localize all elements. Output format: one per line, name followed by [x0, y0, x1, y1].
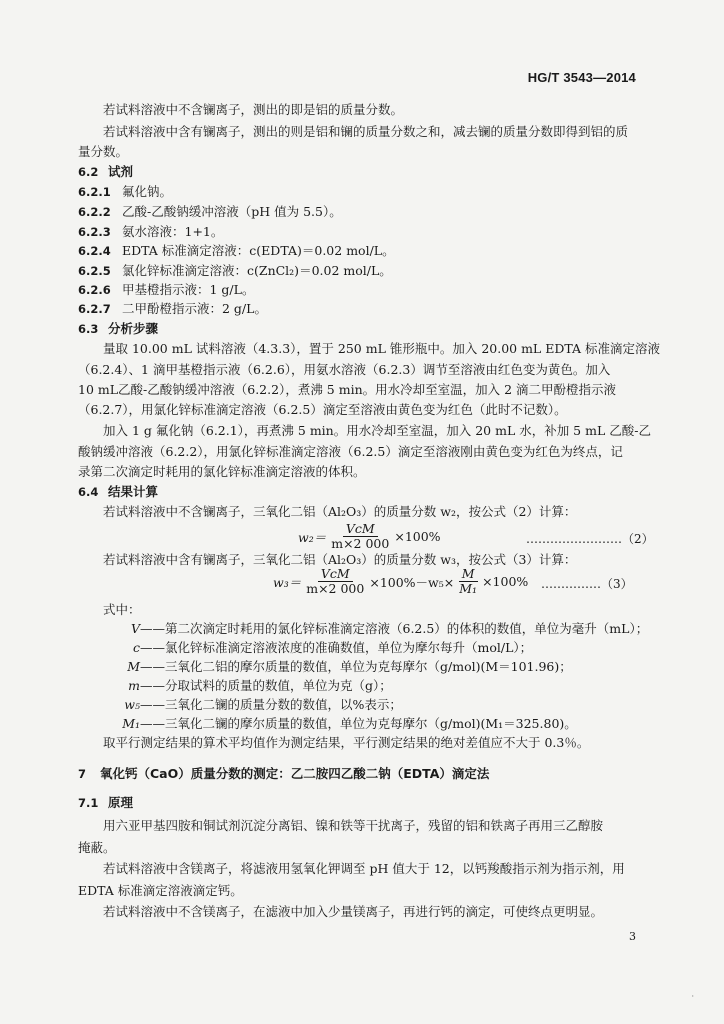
page-number: 3	[629, 930, 636, 943]
paragraph-line: 若试料溶液中不含镁离子，在滤液中加入少量镁离子，再进行钙的滴定，可使终点更明显。	[103, 904, 604, 919]
scan-speck: ·	[691, 992, 694, 1001]
paragraph-line: 用六亚甲基四胺和铜试剂沉淀分离铝、镍和铁等干扰离子，残留的铝和铁离子再用三乙醇胺	[103, 818, 604, 833]
paragraph-line: 掩蔽。	[78, 840, 116, 855]
list-item: 6.2.3 氨水溶液：1+1。	[78, 224, 224, 239]
paragraph-line: 酸钠缓冲溶液（6.2.2），用氯化锌标准滴定溶液（6.2.5）滴定至溶液刚由黄色变为红色为终点，记	[78, 444, 623, 459]
list-item: 6.2.1 氟化钠。	[78, 184, 173, 199]
fraction: $\frac{\text{VcM}}{m\times 2 000}$	[306, 566, 365, 596]
paragraph-line: 若试料溶液中含有镧离子，测出的则是铝和镧的质量分数之和，减去镧的质量分数即得到铝的质	[103, 124, 629, 139]
paragraph-line: 加入 1 g 氟化钠（6.2.1），再煮沸 5 min。用水冷却至室温，加入 20 mL 水，补加 5 mL 乙酸-乙	[103, 423, 651, 438]
paragraph-line: 量取 10.00 mL 试料溶液（4.3.3），置于 250 mL 锥形瓶中。加入 20.00 mL EDTA 标准滴定溶液	[103, 341, 661, 356]
fraction: $\frac{\text{VcM}}{m\times 2 000}$	[331, 521, 390, 551]
formula-3: w₃＝ $\frac{\text{VcM}}{m\times 2 000}$ ×100%－w₅× $\frac{M}{\text{M₁}}$ ×100%	[273, 566, 529, 596]
paragraph-line: 10 mL乙酸-乙酸钠缓冲溶液（6.2.2），煮沸 5 min。用水冷却至室温，加入 2 滴二甲酚橙指示液	[78, 382, 617, 397]
equation-number-3: ……………（3）	[541, 577, 633, 591]
section-heading-7-1: 7.1 原理	[78, 795, 134, 810]
variable-definition: V——第二次滴定时耗用的氯化锌标准滴定溶液（6.2.5）的体积的数值，单位为毫升（mL）；	[130, 621, 649, 636]
where-label: 式中：	[103, 602, 141, 617]
equation-number-2: ……………………（2）	[526, 532, 654, 546]
paragraph-line: 若试料溶液中含有镧离子，三氧化二铝（Al₂O₃）的质量分数 w₃，按公式（3）计算：	[103, 552, 577, 567]
paragraph-line: （6.2.4）、1 滴甲基橙指示液（6.2.6），用氨水溶液（6.2.3）调节至溶液由红色变为黄色。加入	[78, 362, 611, 377]
formula-2: w₂＝ $\frac{\text{VcM}}{m\times 2 000}$ ×100%	[298, 521, 441, 551]
list-item: 6.2.4 EDTA 标准滴定溶液：c(EDTA)＝0.02 mol/L。	[78, 243, 395, 258]
variable-definition: m——分取试料的质量的数值，单位为克（g）；	[128, 678, 392, 693]
variable-definition: M——三氧化二铝的摩尔质量的数值，单位为克每摩尔（g/mol)(M＝101.96)；	[127, 659, 572, 674]
variable-definition: c——氯化锌标准滴定溶液浓度的准确数值，单位为摩尔每升（mol/L）；	[132, 640, 533, 655]
paragraph-line: EDTA 标准滴定溶液滴定钙。	[78, 883, 243, 898]
fraction: $\frac{M}{\text{M₁}}$	[459, 566, 478, 596]
variable-definition: M₁——三氧化二镧的摩尔质量的数值，单位为克每摩尔（g/mol)(M₁＝325.80)。	[122, 716, 577, 731]
section-heading-6-4: 6.4 结果计算	[78, 484, 159, 499]
paragraph-line: （6.2.7），用氯化锌标准滴定溶液（6.2.5）滴定至溶液由黄色变为红色（此时不记数）。	[78, 402, 567, 417]
section-heading-7: 7 氧化钙（CaO）质量分数的测定：乙二胺四乙酸二钠（EDTA）滴定法	[78, 766, 490, 781]
paragraph-line: 若试料溶液中不含镧离子，测出的即是铝的质量分数。	[103, 102, 404, 117]
paragraph-line: 取平行测定结果的算术平均值作为测定结果，平行测定结果的绝对差值应不大于 0.3％。	[103, 735, 590, 750]
section-heading-6-2: 6.2 试剂	[78, 164, 134, 179]
list-item: 6.2.5 氯化锌标准滴定溶液：c(ZnCl₂)＝0.02 mol/L。	[78, 263, 392, 278]
paragraph-line: 录第二次滴定时耗用的氯化锌标准滴定溶液的体积。	[78, 464, 366, 479]
paragraph-line: 若试料溶液中含镁离子，将滤液用氢氧化钾调至 pH 值大于 12，以钙羧酸指示剂为指示剂，用	[103, 861, 625, 876]
standard-code: HG/T 3543—2014	[527, 70, 636, 85]
list-item: 6.2.6 甲基橙指示液：1 g/L。	[78, 282, 255, 297]
variable-definition: w₅——三氧化二镧的质量分数的数值，以%表示；	[124, 697, 402, 712]
list-item: 6.2.7 二甲酚橙指示液：2 g/L。	[78, 301, 267, 316]
paragraph-line: 量分数。	[78, 144, 129, 159]
list-item: 6.2.2 乙酸-乙酸钠缓冲溶液（pH 值为 5.5）。	[78, 204, 342, 219]
paragraph-line: 若试料溶液中不含镧离子，三氧化二铝（Al₂O₃）的质量分数 w₂，按公式（2）计算：	[103, 504, 577, 519]
section-heading-6-3: 6.3 分析步骤	[78, 321, 159, 336]
